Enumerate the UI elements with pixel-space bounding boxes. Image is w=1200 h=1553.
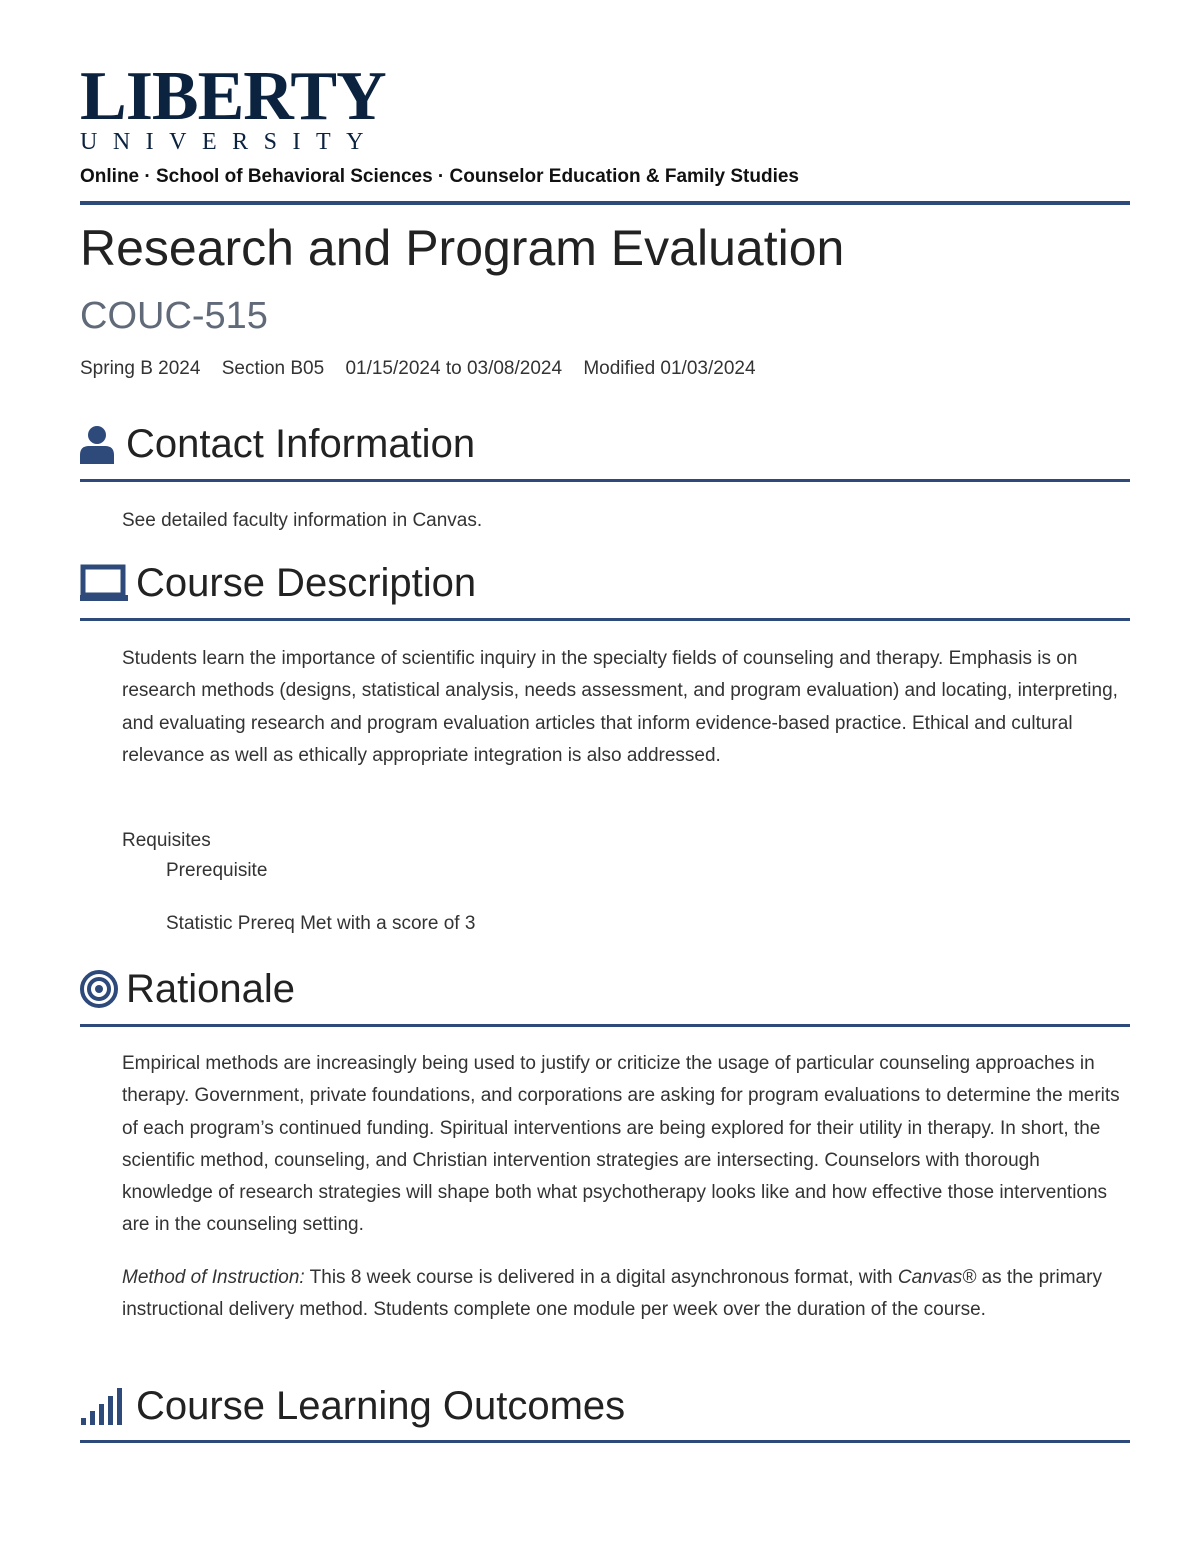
method-text-part1: This 8 week course is delivered in a digital asynchronous format, with xyxy=(304,1267,898,1288)
prerequisite-label: Prerequisite xyxy=(166,860,268,881)
course-section: Section B05 xyxy=(221,358,325,379)
rationale-heading xyxy=(80,965,295,1013)
contact-paragraph: See detailed faculty information in Canvas. xyxy=(122,510,483,531)
contact-heading xyxy=(80,420,475,468)
course-dates: 01/15/2024 to 03/08/2024 xyxy=(345,358,563,379)
requisites-label: Requisites xyxy=(122,830,211,851)
description-paragraph: Students learn the importance of scientific inquiry in the specialty fields of counseling and therapy. Emphasis is on research methods (designs, statistical analysis, needs assessment, and program evaluation) and locating, interpreting, and evaluating research and program evaluation articles that inform evidence-based practice. Ethical and cultural relevance as well as ethically appropriate integration is also addressed. xyxy=(122,648,1118,766)
description-divider xyxy=(80,618,1130,621)
course-code: COUC-515 xyxy=(80,295,268,337)
bar-chart-icon xyxy=(80,1386,130,1426)
rationale-paragraph: Empirical methods are increasingly being used to justify or criticize the usage of particular counseling approaches in therapy. Government, private foundations, and corporations are asking for program evaluations to determine the merits of each program’s continued funding. Spiritual interventions are being explored for their utility in therapy. In short, the scientific method, counseling, and Christian intervention strategies are intersecting. Counselors with thorough knowledge of research strategies will shape both what psychotherapy looks like and how effective those interventions are in the counseling setting. xyxy=(122,1053,1120,1236)
outcomes-heading-label: Course Learning Outcomes xyxy=(136,1384,626,1428)
contact-divider xyxy=(80,479,1130,482)
outcomes-divider xyxy=(80,1440,1130,1443)
target-icon xyxy=(80,969,120,1009)
description-heading xyxy=(80,559,476,607)
course-meta xyxy=(80,358,772,380)
prerequisite-value: Statistic Prereq Met with a score of 3 xyxy=(166,913,476,934)
method-of-instruction xyxy=(122,1262,1122,1327)
header-divider xyxy=(80,201,1130,205)
person-icon xyxy=(80,424,120,464)
course-modified: Modified 01/03/2024 xyxy=(583,358,756,379)
logo-wordmark: LIBERTY xyxy=(80,58,386,135)
rationale-heading-label: Rationale xyxy=(126,967,296,1011)
laptop-icon xyxy=(80,563,130,603)
rationale-text xyxy=(122,1048,1122,1242)
logo-subtitle: UNIVERSITY xyxy=(80,129,379,155)
description-heading-label: Course Description xyxy=(136,561,477,605)
course-term: Spring B 2024 xyxy=(80,358,201,379)
contact-heading-label: Contact Information xyxy=(126,422,476,466)
method-label: Method of Instruction: xyxy=(122,1267,305,1288)
course-title: Research and Program Evaluation xyxy=(80,220,845,276)
liberty-university-logo xyxy=(80,58,386,155)
outcomes-heading xyxy=(80,1382,625,1430)
contact-text xyxy=(122,505,1122,537)
breadcrumb: Online · School of Behavioral Sciences · Counselor Education & Family Studies xyxy=(80,166,799,187)
description-text xyxy=(122,643,1122,772)
method-platform: Canvas® xyxy=(897,1267,977,1288)
rationale-divider xyxy=(80,1024,1130,1027)
method-text-part2: as the primary instructional delivery method. Students complete one module per week over the duration of the course. xyxy=(122,1267,1102,1321)
